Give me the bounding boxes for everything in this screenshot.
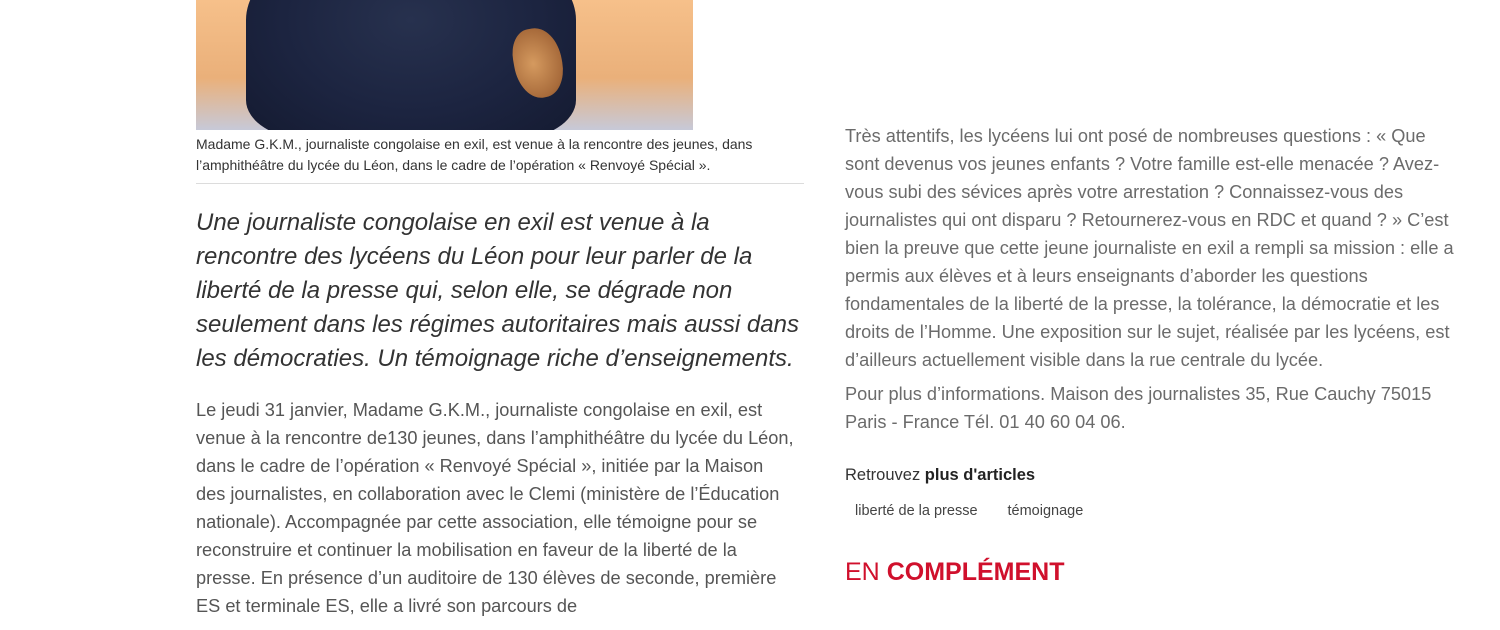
article-lead: Une journaliste congolaise en exil est venue à la rencontre des lycéens du Léon pour leur parler de la liberté de la presse qui, selon elle, se dégrade non seulement dans les régimes autoritaires mais aussi dans les démocraties. Un témoignage riche d’enseignements. — [196, 209, 799, 372]
complement-heading-bold: COMPLÉMENT — [886, 558, 1065, 586]
more-articles-link[interactable]: plus d'articles — [924, 466, 1036, 484]
tag-liberte-presse[interactable]: liberté de la presse — [845, 499, 988, 523]
more-articles-heading — [845, 466, 1460, 485]
article-side-column — [845, 122, 1460, 587]
complement-heading — [845, 558, 1460, 587]
article-paragraph-questions: Très attentifs, les lycéens lui ont posé de nombreuses questions : « Que sont devenus vos jeunes enfants ? Votre famille est-elle menacée ? Avez-vous subi des sévices après votre arrestation ? Connaissez-vous des journalistes qui ont disparu ? Retournerez-vous en RDC et quand ? » C’est bien la preuve que cette jeune journaliste en exil a rempli sa mission : elle a permis aux élèves et à leurs enseignants d’aborder les questions fondamentales de la liberté de la presse, la tolérance, la démocratie et les droits de l’Homme. Une exposition sur le sujet, réalisée par les lycéens, est d’ailleurs actuellement visible dans la rue centrale du lycée. — [845, 126, 1454, 370]
article-main-column — [196, 0, 806, 620]
photo-caption: Madame G.K.M., journaliste congolaise en exil, est venue à la rencontre des jeunes, dans l’amphithéâtre du lycée du Léon, dans le cadre de l’opération « Renvoyé Spécial ». — [196, 134, 804, 184]
complement-heading-light: EN — [845, 558, 880, 586]
article-photo — [196, 0, 693, 130]
tag-temoignage[interactable]: témoignage — [998, 499, 1094, 523]
tag-list — [845, 499, 1460, 523]
more-articles-prefix: Retrouvez — [845, 466, 921, 484]
article-paragraph-contact: Pour plus d’informations. Maison des journalistes 35, Rue Cauchy 75015 Paris - France Tél. 01 40 60 04 06. — [845, 384, 1432, 432]
article-body: Le jeudi 31 janvier, Madame G.K.M., journaliste congolaise en exil, est venue à la rencontre de130 jeunes, dans l’amphithéâtre du lycée du Léon, dans le cadre de l’opération « Renvoyé Spécial », initiée par la Maison des journalistes, en collaboration avec le Clemi (ministère de l’Éducation nationale). Accompagnée par cette association, elle témoigne pour se reconstruire et continuer la mobilisation en faveur de la liberté de la presse. En présence d’un auditoire de 130 élèves de seconde, première ES et terminale ES, elle a livré son parcours de — [196, 400, 794, 616]
